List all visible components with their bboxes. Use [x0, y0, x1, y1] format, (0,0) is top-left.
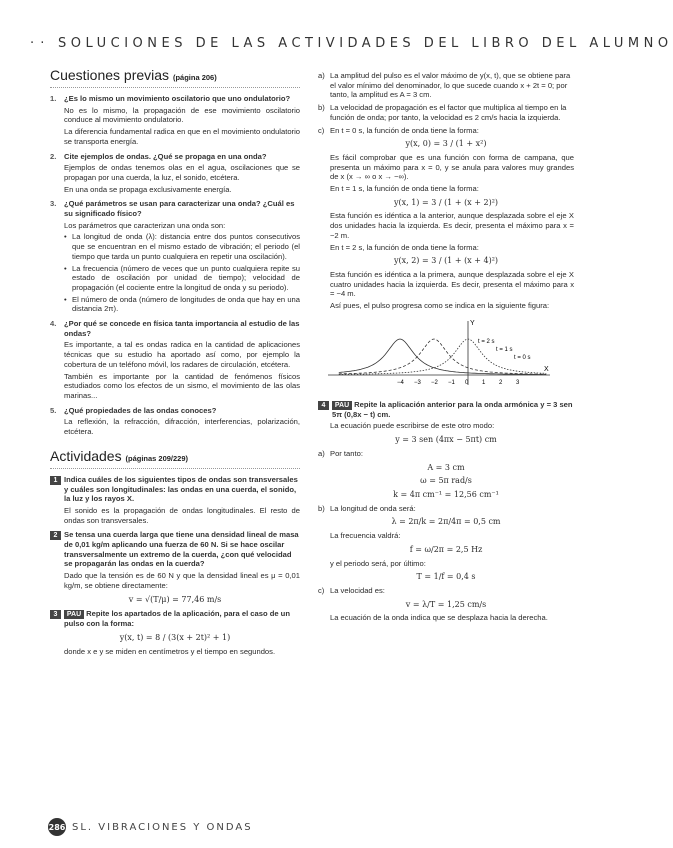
x-tick-label: 0 — [465, 379, 469, 386]
answer-text: Es importante, a tal es ondas radica en la cantidad de aplicaciones técnicas que su estudio ha aportado así como, por ejemplo la cobertura de un teléfono móvil, los radares de circulación, etcétera. — [64, 340, 300, 369]
formula: λ = 2π/k = 2π/4π = 0,5 cm — [391, 517, 501, 527]
activity-number: 4 — [318, 401, 329, 410]
cuestiones-title: Cuestiones previas (página 206) — [50, 68, 300, 88]
curve-label-t2: t = 2 s — [478, 338, 495, 345]
left-column — [50, 68, 300, 658]
formula: v = √(T/μ) = 77,46 m/s — [128, 594, 222, 604]
x-tick-label: −1 — [448, 379, 455, 386]
answer-text: Ejemplos de ondas tenemos olas en el agua, oscilaciones que se propagan por una cuerda, la luz, el sonido, etcétera. — [64, 163, 300, 182]
paragraph: Esta función es idéntica a la primera, aunque desplazada sobre el eje X cuatro unidades hacia la izquierda. Es decir, presenta el máximo para x = −4 m. — [330, 269, 574, 299]
part-a: a) La amplitud del pulso es el valor máximo de y(x, t), que se obtiene para el valor mínimo del denominador, lo que sucede cuando x + 2t = 0; por tanto, la amplitud es A = 3 cm. — [318, 71, 571, 100]
formula: y(x, t) = 8 / (3(x + 2t)² + 1) — [119, 632, 231, 642]
x-tick-label: −4 — [397, 379, 404, 386]
paragraph: Esta función es idéntica a la anterior, aunque desplazada sobre el eje X dos unidades hacia la izquierda. Es decir, presenta el máximo para x = −2 m. — [330, 211, 574, 240]
formula: v = λ/T = 1,25 cm/s — [405, 599, 487, 609]
page-footer — [48, 818, 253, 836]
answer-text: Dado que la tensión es de 60 N y que la densidad lineal es μ = 0,01 kg/m, se obtiene directamente: — [64, 571, 300, 590]
activity-3: 3 PAU Repite los apartados de la aplicación, para el caso de un pulso con la forma: — [50, 609, 300, 629]
bullet-item: • La frecuencia (número de veces que un punto cualquiera repite su estado de oscilación por unidad de tiempo); velocidad de propagación (el cociente entre la longitud de onda y su periodo). — [72, 264, 300, 293]
answer-text: También es importante por la cantidad de fenómenos físicos estudiados como los efectos de un sismo, el movimiento de las olas marinas... — [64, 371, 300, 400]
answer-text: En una onda se propaga exclusivamente energía. — [64, 184, 232, 194]
answer-text: La diferencia fundamental radica en que en el movimiento ondulatorio se transporta energía. — [64, 127, 300, 146]
question-3: 3. ¿Qué parámetros se usan para caracterizar una onda? ¿Cuál es su significado físico? — [50, 199, 295, 219]
formula: k = 4π cm⁻¹ = 12,56 cm⁻¹ — [393, 489, 499, 499]
paragraph: La frecuencia valdrá: — [330, 531, 401, 541]
act4-part-a: a) Por tanto: — [318, 448, 363, 458]
answer-text: La reflexión, la refracción, difracción, interferencias, polarización, etcétera. — [64, 417, 300, 437]
activity-number: 2 — [50, 531, 61, 540]
page-header — [30, 36, 673, 51]
activity-number: 3 — [50, 610, 61, 619]
section-rule — [50, 467, 300, 469]
section-rule — [50, 86, 300, 88]
part-c: c) En t = 0 s, la función de onda tiene la forma: — [318, 125, 479, 135]
paragraph: En t = 2 s, la función de onda tiene la forma: — [330, 242, 479, 252]
formula: y(x, 2) = 3 / (1 + (x + 4)²) — [393, 256, 499, 266]
paragraph: La ecuación de la onda indica que se desplaza hacia la derecha. — [330, 613, 548, 623]
answer-text: Los parámetros que caracterizan una onda son: — [64, 220, 226, 230]
actividades-page: (páginas 209/229) — [125, 453, 189, 463]
x-axis-label: X — [544, 365, 549, 373]
header-dots: · · — [30, 36, 46, 51]
page-number: 286 — [48, 818, 66, 836]
x-tick-label: −3 — [414, 379, 421, 386]
answer-text: donde x e y se miden en centímetros y el tiempo en segundos. — [64, 646, 276, 656]
header-title: SOLUCIONES DE LAS ACTIVIDADES DEL LIBRO DEL ALUMNO — [58, 36, 673, 51]
pau-badge: PAU — [64, 610, 84, 619]
formula: y(x, 1) = 3 / (1 + (x + 2)²) — [393, 197, 499, 207]
curve-label-t0: t = 0 s — [514, 354, 531, 361]
answer-text: No es lo mismo, la propagación de ese movimiento oscilatorio conduce al movimiento ondulatorio. — [64, 105, 300, 125]
question-4: 4. ¿Por qué se concede en física tanta importancia al estudio de las ondas? — [50, 319, 300, 338]
right-column — [318, 68, 574, 625]
formula: A = 3 cm — [427, 462, 465, 472]
pulse-figure — [318, 313, 558, 395]
cuestiones-page: (página 206) — [172, 73, 217, 82]
formula: y(x, 0) = 3 / (1 + x²) — [405, 139, 487, 149]
act4-part-b: b) La longitud de onda será: — [318, 503, 416, 513]
curve-label-t1: t = 1 s — [496, 346, 513, 353]
paragraph: La ecuación puede escribirse de este otro modo: — [330, 421, 495, 431]
bullet-item: • El número de onda (número de longitudes de onda que hay en una distancia 2π). — [72, 295, 300, 314]
paragraph: Así pues, el pulso progresa como se indica en la siguiente figura: — [330, 301, 550, 311]
paragraph: Es fácil comprobar que es una función con forma de campana, que presenta un máximo para x = 0, y se anula para valores muy grandes de x (x → ∞ o x → −∞). — [330, 152, 574, 182]
act4-part-c: c) La velocidad es: — [318, 585, 385, 595]
answer-text: El sonido es la propagación de ondas longitudinales. El resto de ondas son transversales. — [64, 505, 300, 525]
bullet-item: • La longitud de onda (λ): distancia entre dos puntos consecutivos que se encuentran en el mismo estado de vibración; el periodo (el tiempo que tarda un punto cualquiera en repetir una oscilación). — [72, 232, 300, 261]
activity-4: 4 PAU Repite la aplicación anterior para la onda armónica y = 3 sen 5π (0,8x − t) cm. — [318, 400, 574, 420]
x-tick-label: 1 — [482, 379, 486, 386]
actividades-title: Actividades (páginas 209/229) — [50, 449, 300, 469]
part-b: b) La velocidad de propagación es el factor que multiplica al tiempo en la función de onda; por tanto, la velocidad es 2 cm/s hacia la izquierda. — [318, 103, 567, 122]
formula: f = ω/2π = 2,5 Hz — [409, 544, 483, 554]
activity-number: 1 — [50, 476, 61, 485]
formula: T = 1/f = 0,4 s — [416, 572, 476, 582]
pau-badge: PAU — [332, 401, 352, 410]
formula: ω = 5π rad/s — [420, 476, 472, 486]
activity-1: 1 Indica cuáles de los siguientes tipos de ondas son transversales y cuáles son longitudinales: las ondas en una cuerda, el sonido, la luz y los rayos X. — [50, 475, 300, 504]
paragraph: y el periodo será, por último: — [330, 558, 426, 568]
paragraph: En t = 1 s, la función de onda tiene la forma: — [330, 184, 479, 194]
footer-text: SL. VIBRACIONES Y ONDAS — [72, 821, 253, 833]
activity-2: 2 Se tensa una cuerda larga que tiene una densidad lineal de masa de 0,01 kg/m aplicando una fuerza de 60 N. Si se hace oscilar transversalmente un extremo de la cuerda, ¿con qué velocidad se propagarán las ondas en la cuerda? — [50, 530, 300, 569]
question-1: 1. ¿Es lo mismo un movimiento oscilatorio que uno ondulatorio? — [50, 94, 291, 103]
question-2: 2. Cite ejemplos de ondas. ¿Qué se propaga en una onda? — [50, 151, 267, 161]
formula: y = 3 sen (4πx − 5πt) cm — [395, 435, 497, 445]
y-axis-label: Y — [470, 319, 475, 327]
question-5: 5. ¿Qué propiedades de las ondas conoces? — [50, 405, 217, 415]
x-tick-label: 2 — [499, 379, 503, 386]
x-tick-label: 3 — [516, 379, 520, 386]
x-tick-label: −2 — [431, 379, 438, 386]
